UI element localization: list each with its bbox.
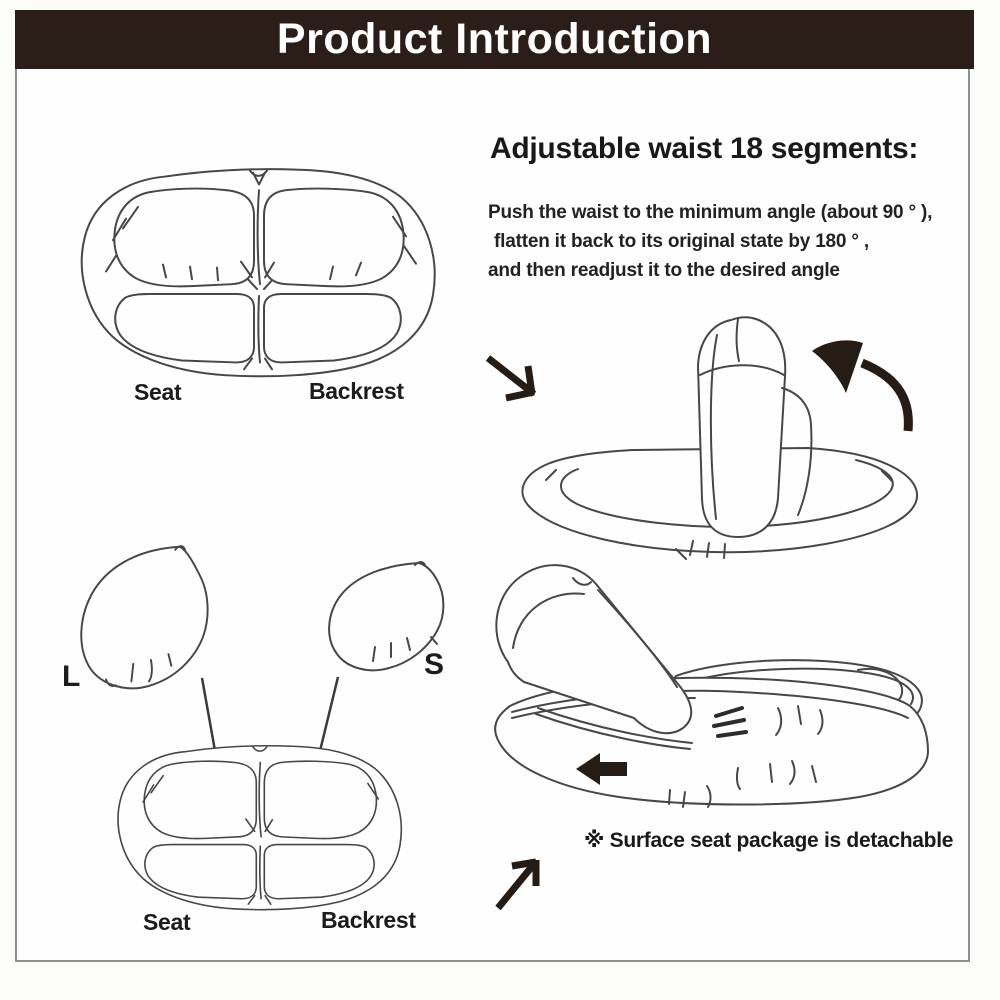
page-title: Product Introduction <box>276 15 713 63</box>
section-heading: Adjustable waist 18 segments: <box>490 132 919 165</box>
title-banner <box>15 10 974 69</box>
backrest-label-top: Backrest <box>309 378 404 404</box>
instruction-line-3: and then readjust it to the desired angle <box>488 260 840 281</box>
flat-sofa-illustration-top <box>68 158 448 383</box>
backrest-label-bottom: Backrest <box>321 907 416 933</box>
raised-backrest-sofa-illustration <box>480 303 950 568</box>
flat-sofa-illustration-bottom <box>107 737 412 915</box>
seat-label-bottom: Seat <box>143 909 191 935</box>
instruction-line-1: Push the waist to the minimum angle (about 90 ° ), <box>488 202 933 223</box>
instruction-line-2: flatten it back to its original state by 180 ° , <box>494 231 869 252</box>
seat-label-top: Seat <box>134 379 182 405</box>
detachable-note: ※ Surface seat package is detachable <box>584 829 954 852</box>
instruction-text <box>488 198 932 285</box>
small-cushion-label: S <box>424 648 445 681</box>
detachable-seat-sofa-illustration <box>480 560 950 815</box>
large-cushion-label: L <box>62 660 81 693</box>
arrow-up-right-icon <box>486 846 550 912</box>
